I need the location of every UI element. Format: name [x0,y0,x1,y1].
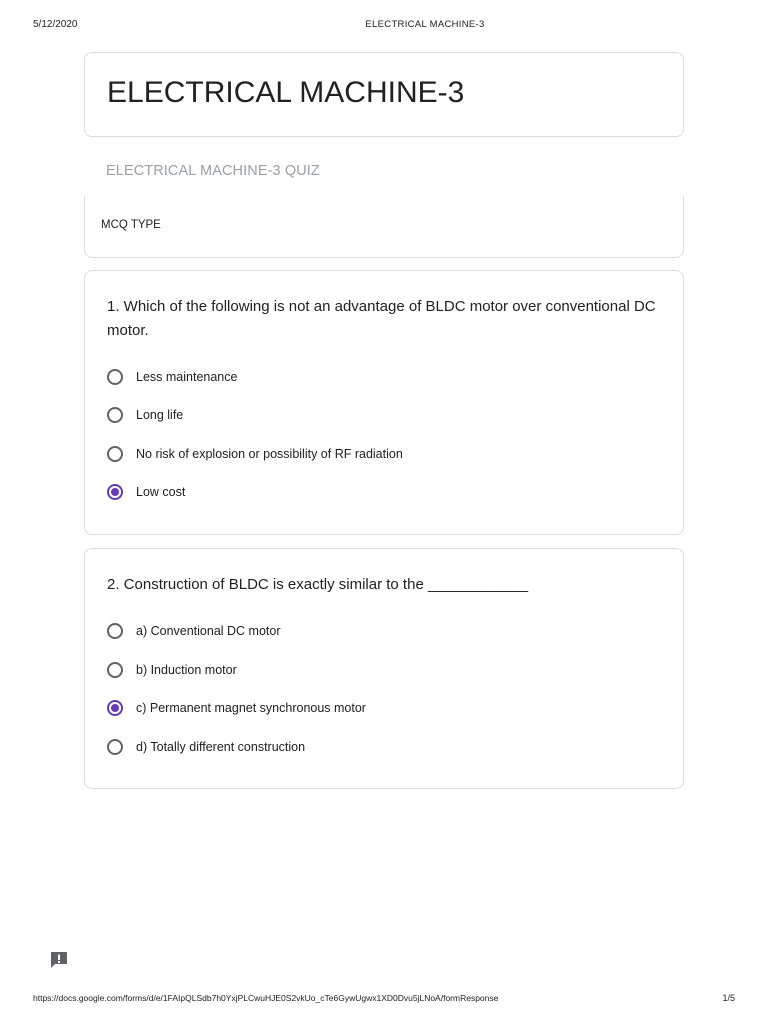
radio-unchecked-icon[interactable] [107,369,123,385]
radio-checked-icon[interactable] [107,700,123,716]
option-label: Less maintenance [136,370,238,384]
print-title: ELECTRICAL MACHINE-3 [365,19,485,30]
radio-dot [111,488,119,496]
option-induction-motor[interactable] [107,659,237,681]
option-no-risk-of-explosion[interactable] [107,443,403,465]
option-label: b) Induction motor [136,663,237,677]
option-totally-different-construction[interactable] [107,736,305,758]
option-label: No risk of explosion or possibility of RF radiation [136,447,403,461]
radio-checked-icon[interactable] [107,484,123,500]
question-text: 2. Construction of BLDC is exactly similar to the ____________ [107,576,529,593]
option-less-maintenance[interactable] [107,366,237,388]
radio-unchecked-icon[interactable] [107,446,123,462]
form-header-card [84,52,684,137]
option-permanent-magnet-synchronous-motor[interactable] [107,697,366,719]
feedback-icon[interactable] [49,950,69,970]
option-conventional-dc-motor[interactable] [107,620,281,642]
option-label: d) Totally different construction [136,740,306,754]
radio-unchecked-icon[interactable] [107,407,123,423]
form-description-card [84,196,684,258]
option-label: a) Conventional DC motor [136,624,281,638]
form-description: MCQ TYPE [101,219,161,231]
option-label: Low cost [136,485,186,499]
radio-unchecked-icon[interactable] [107,662,123,678]
footer-url: https://docs.google.com/forms/d/e/1FAIpQLSdb7h0YxjPLCwuHJE0S2vkUo_cTe6GywUgwx1XD0Dvu5jLNoA/formResponse [33,993,499,1003]
form-title: ELECTRICAL MACHINE-3 [107,76,465,109]
radio-unchecked-icon[interactable] [107,623,123,639]
feedback-icon-graphic [49,950,69,970]
footer-page-number: 1/5 [722,993,735,1003]
option-long-life[interactable] [107,404,183,426]
option-label: Long life [136,408,184,422]
quiz-title: ELECTRICAL MACHINE-3 QUIZ [106,163,320,179]
option-low-cost[interactable] [107,481,185,503]
option-label: c) Permanent magnet synchronous motor [136,701,366,715]
question-text: 1. Which of the following is not an advantage of BLDC motor over conventional DC motor. [107,298,656,339]
question-card-1 [84,270,684,535]
radio-dot [111,704,119,712]
radio-unchecked-icon[interactable] [107,739,123,755]
question-card-2 [84,548,684,789]
print-date: 5/12/2020 [33,19,78,30]
